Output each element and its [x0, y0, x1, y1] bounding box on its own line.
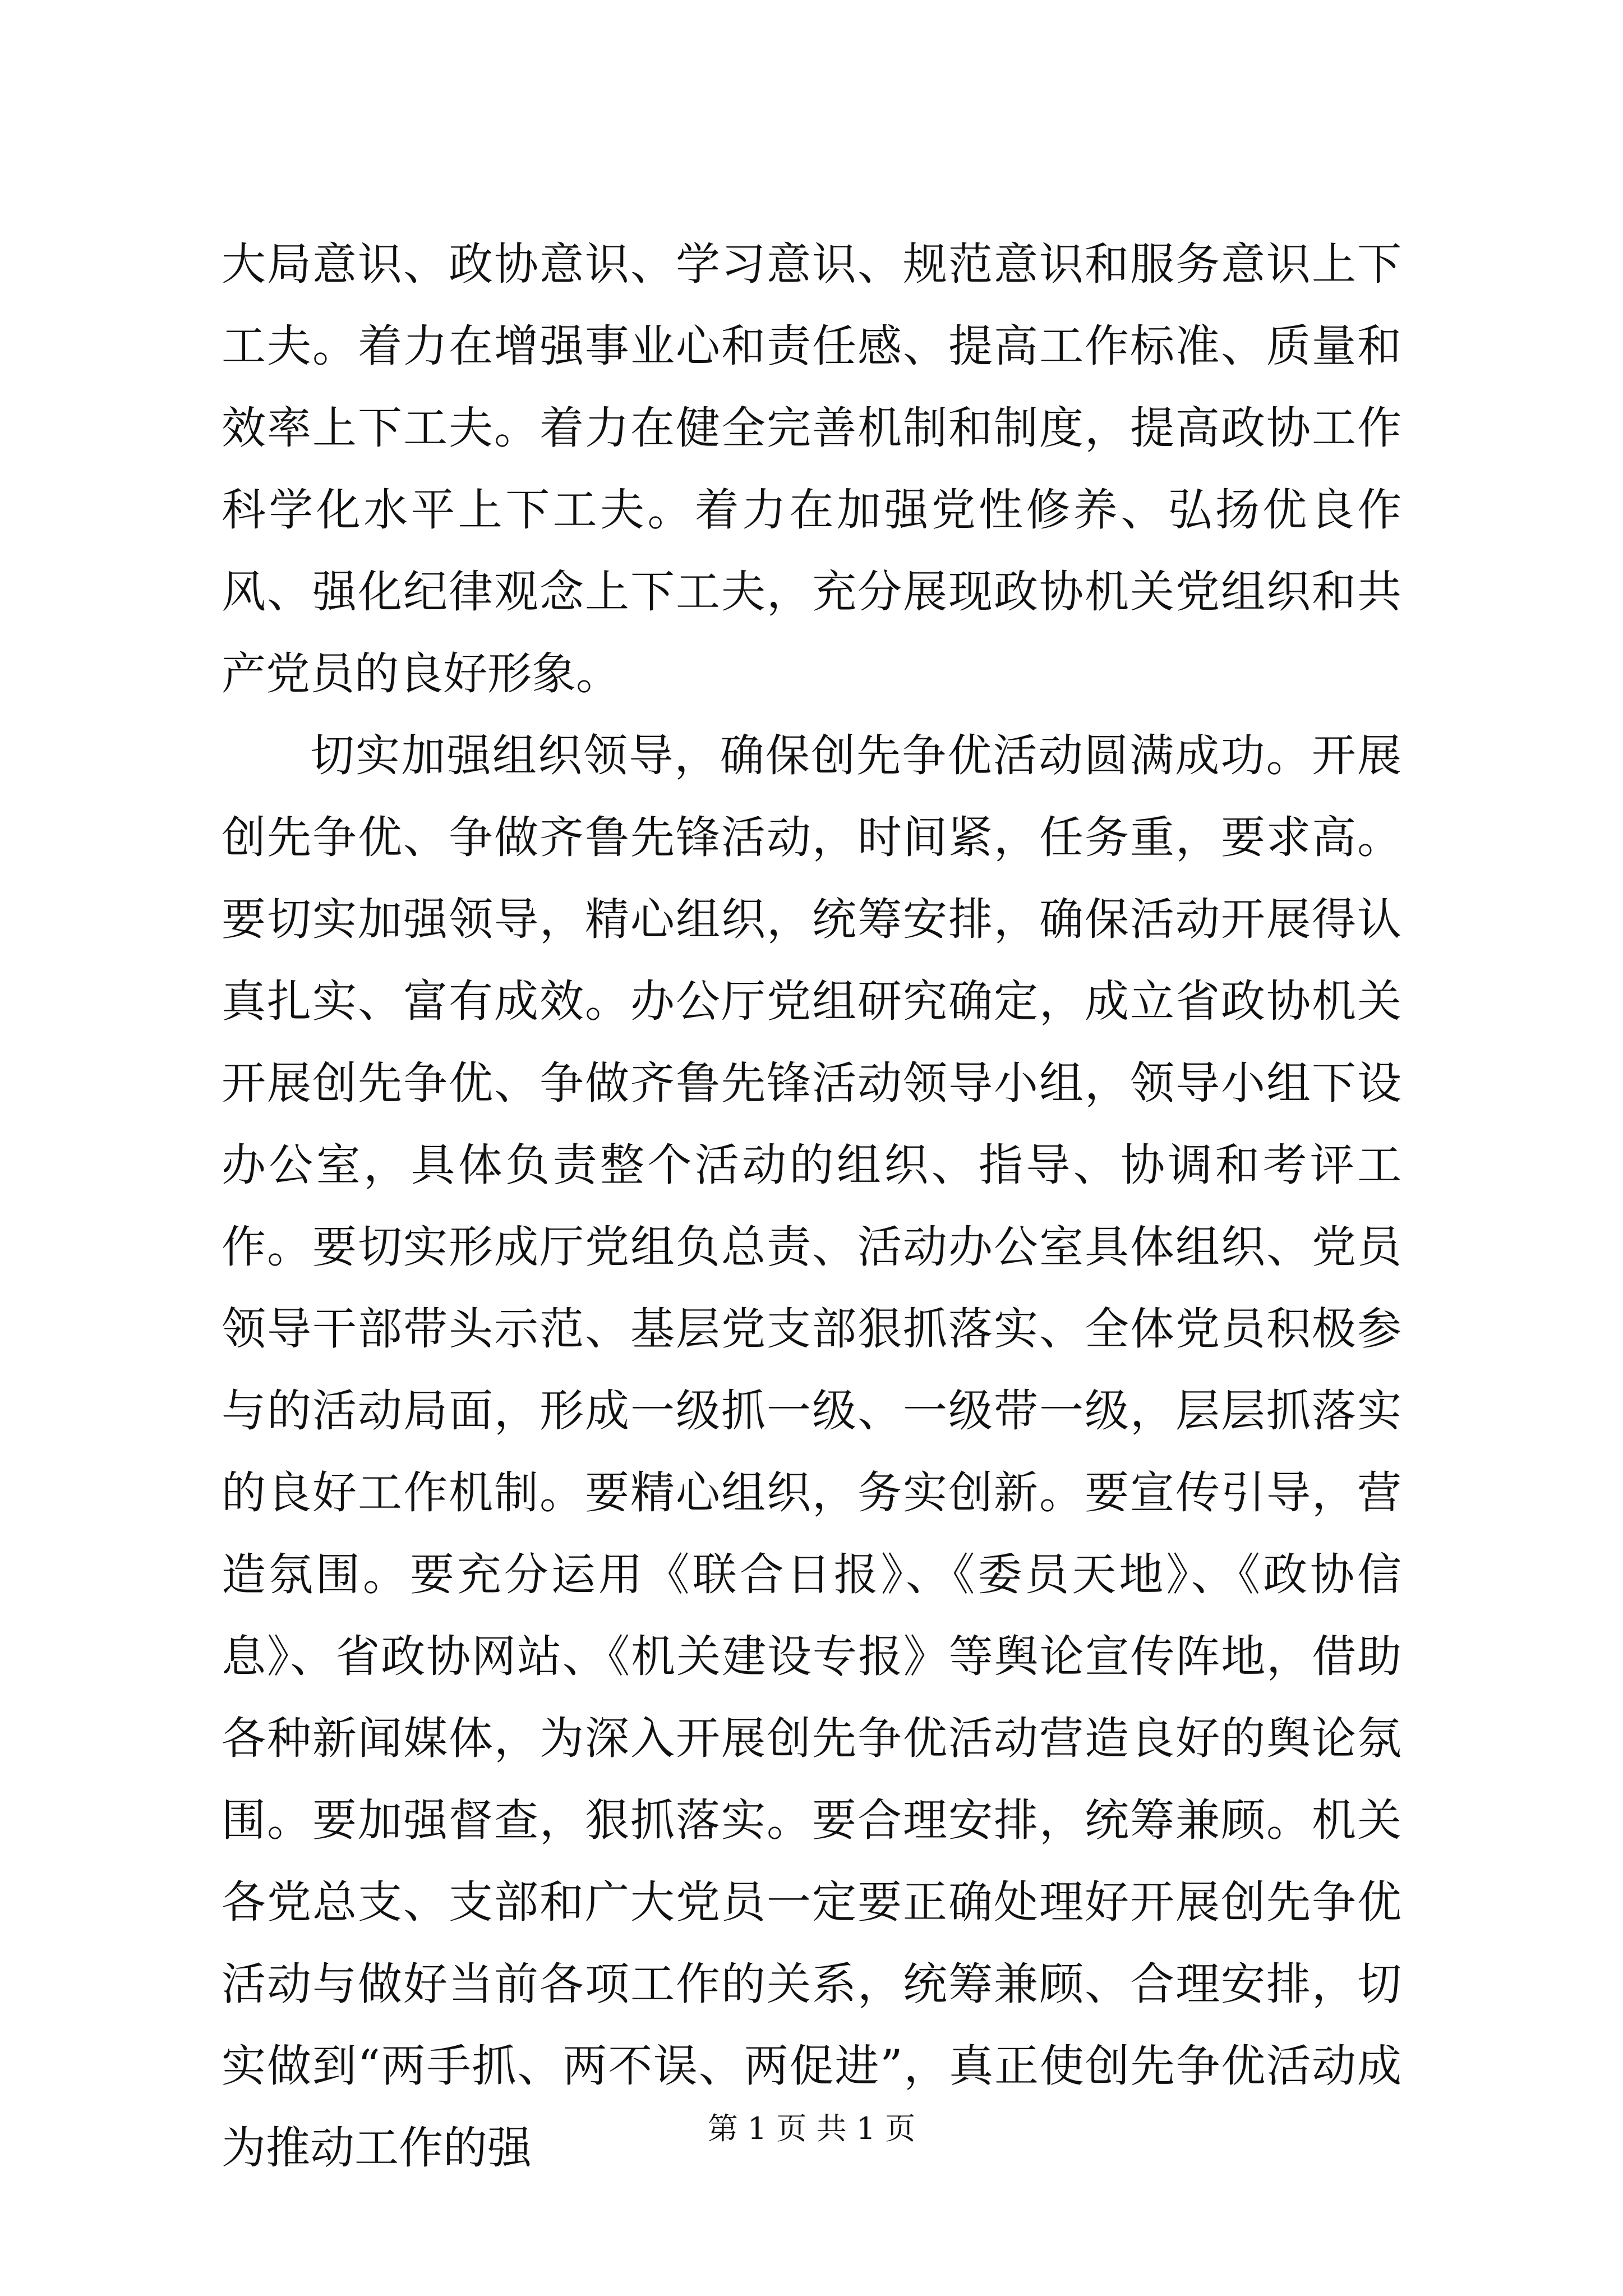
paragraph-1: 大局意识、政协意识、学习意识、规范意识和服务意识上下工夫。着力在增强事业心和责任感、提高工作标准、质量和效率上下工夫。着力在健全完善机制和制度，提高政协工作科学化水平上下工夫。着力在加强党性修养、弘扬优良作风、强化纪律观念上下工夫，充分展现政协机关党组织和共产党员的良好形象。 — [222, 238, 1401, 700]
page-footer: 第 1 页 共 1 页 — [707, 2111, 916, 2146]
body-text — [222, 223, 1401, 2189]
paragraph-2: 切实加强组织领导，确保创先争优活动圆满成功。开展创先争优、争做齐鲁先锋活动，时间紧，任务重，要求高。要切实加强领导，精心组织，统筹安排，确保活动开展得认真扎实、富有成效。办公厅党组研究确定，成立省政协机关开展创先争优、争做齐鲁先锋活动领导小组，领导小组下设办公室，具体负责整个活动的组织、指导、协调和考评工作。要切实形成厅党组负总责、活动办公室具体组织、党员领导干部带头示范、基层党支部狠抓落实、全体党员积极参与的活动局面，形成一级抓一级、一级带一级，层层抓落实的良好工作机制。要精心组织，务实创新。要宣传引导，营造氛围。要充分运用《联合日报》、《委员天地》、《政协信息》、省政协网站、《机关建设专报》等舆论宣传阵地，借助各种新闻媒体，为深入开展创先争优活动营造良好的舆论氛围。要加强督查，狠抓落实。要合理安排，统筹兼顾。机关各党总支、支部和广大党员一定要正确处理好开展创先争优活动与做好当前各项工作的关系，统筹兼顾、合理安排，切实做到“两手抓、两不误、两促进”，真正使创先争优活动成为推动工作的强 — [222, 730, 1401, 2174]
